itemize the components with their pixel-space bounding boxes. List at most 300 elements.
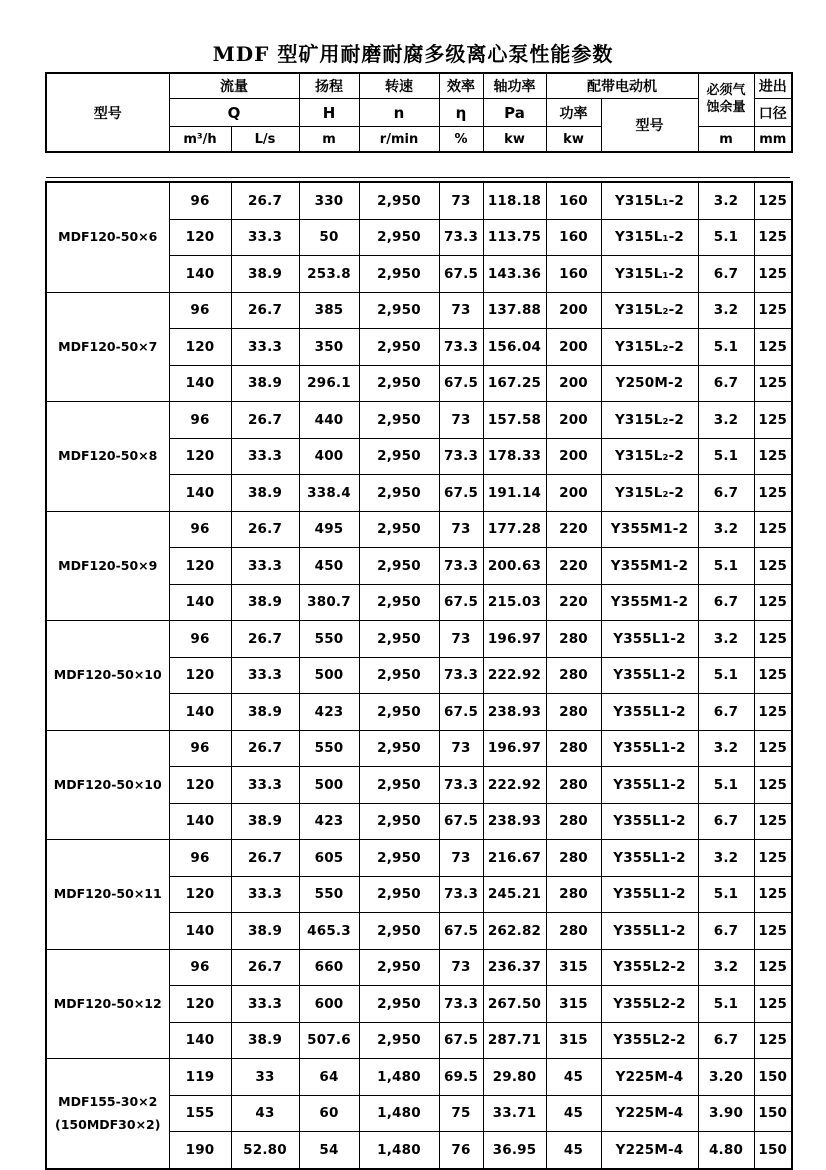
npsh-cell: 6.7 [698,584,754,621]
efficiency-cell: 67.5 [439,584,483,621]
col-header-shaft-power-symbol: Pa [483,99,546,127]
pump-model-name: MDF120-50×10 [53,776,162,792]
shaft-power-cell: 113.75 [483,219,546,256]
head-cell: 380.7 [299,584,359,621]
efficiency-cell: 73.3 [439,876,483,913]
head-cell: 605 [299,840,359,877]
flow-ls-cell: 38.9 [231,1022,299,1059]
head-cell: 550 [299,730,359,767]
motor-power-cell: 45 [546,1059,601,1096]
speed-cell: 2,950 [359,986,439,1023]
flow-ls-cell: 38.9 [231,475,299,512]
port-diameter-cell: 125 [754,511,792,548]
shaft-power-cell: 177.28 [483,511,546,548]
shaft-power-cell: 143.36 [483,256,546,293]
motor-power-cell: 315 [546,986,601,1023]
npsh-cell: 6.7 [698,475,754,512]
pump-model-cell [46,402,169,512]
col-header-port-line2: 口径 [754,99,792,127]
motor-power-cell: 160 [546,219,601,256]
head-cell: 385 [299,292,359,329]
port-diameter-cell: 125 [754,438,792,475]
speed-cell: 1,480 [359,1095,439,1132]
speed-cell: 2,950 [359,475,439,512]
flow-ls-cell: 38.9 [231,365,299,402]
flow-ls-cell: 33.3 [231,657,299,694]
flow-ls-cell: 38.9 [231,913,299,950]
motor-power-cell: 220 [546,548,601,585]
port-diameter-cell: 150 [754,1132,792,1169]
unit-head: m [299,127,359,153]
npsh-cell: 3.2 [698,949,754,986]
motor-model-cell: Y355L1-2 [601,803,698,840]
efficiency-cell: 73 [439,949,483,986]
npsh-cell: 3.90 [698,1095,754,1132]
pump-model-name: MDF120-50×9 [58,557,158,573]
port-diameter-cell: 125 [754,548,792,585]
flow-m3h-cell: 119 [169,1059,231,1096]
motor-power-cell: 200 [546,438,601,475]
unit-port-diameter: mm [754,127,792,153]
speed-cell: 2,950 [359,730,439,767]
npsh-cell: 6.7 [698,913,754,950]
motor-power-cell: 280 [546,913,601,950]
shaft-power-cell: 178.33 [483,438,546,475]
npsh-cell: 5.1 [698,329,754,366]
npsh-cell: 4.80 [698,1132,754,1169]
motor-model-cell: Y355L1-2 [601,913,698,950]
flow-ls-cell: 26.7 [231,511,299,548]
unit-flow-ls: L/s [231,127,299,153]
motor-power-cell: 200 [546,329,601,366]
flow-m3h-cell: 140 [169,365,231,402]
flow-m3h-cell: 120 [169,767,231,804]
flow-ls-cell: 33.3 [231,767,299,804]
flow-ls-cell: 26.7 [231,621,299,658]
flow-m3h-cell: 120 [169,986,231,1023]
shaft-power-cell: 167.25 [483,365,546,402]
npsh-cell: 6.7 [698,694,754,731]
unit-flow-m3h: m³/h [169,127,231,153]
npsh-label-line1: 必须气 [706,83,746,99]
efficiency-cell: 67.5 [439,475,483,512]
npsh-cell: 3.2 [698,402,754,439]
motor-model-cell: Y315L₁-2 [601,256,698,293]
efficiency-cell: 67.5 [439,913,483,950]
motor-model-cell: Y355L1-2 [601,657,698,694]
efficiency-cell: 73.3 [439,219,483,256]
npsh-cell: 5.1 [698,876,754,913]
col-header-efficiency-symbol: η [439,99,483,127]
motor-power-cell: 280 [546,730,601,767]
motor-model-cell: Y355M1-2 [601,584,698,621]
motor-power-cell: 200 [546,402,601,439]
unit-efficiency: % [439,127,483,153]
flow-ls-cell: 33.3 [231,329,299,366]
head-cell: 500 [299,767,359,804]
motor-model-cell: Y355L1-2 [601,730,698,767]
efficiency-cell: 73 [439,621,483,658]
port-diameter-cell: 125 [754,365,792,402]
npsh-label-line2: 蚀余量 [706,100,746,115]
pump-model-name: MDF120-50×8 [58,448,158,464]
npsh-cell: 6.7 [698,803,754,840]
flow-m3h-cell: 140 [169,913,231,950]
flow-ls-cell: 26.7 [231,949,299,986]
head-cell: 253.8 [299,256,359,293]
flow-ls-cell: 38.9 [231,256,299,293]
col-header-motor: 配带电动机 [546,73,698,99]
table-top-rule [46,177,790,178]
table-row [46,730,792,767]
flow-m3h-cell: 120 [169,438,231,475]
flow-m3h-cell: 140 [169,475,231,512]
port-diameter-cell: 125 [754,986,792,1023]
pump-model-name: MDF120-50×12 [53,995,162,1011]
shaft-power-cell: 222.92 [483,657,546,694]
shaft-power-cell: 200.63 [483,548,546,585]
npsh-cell: 6.7 [698,1022,754,1059]
speed-cell: 2,950 [359,219,439,256]
speed-cell: 2,950 [359,1022,439,1059]
motor-power-cell: 220 [546,511,601,548]
head-cell: 296.1 [299,365,359,402]
port-diameter-cell: 125 [754,767,792,804]
flow-ls-cell: 26.7 [231,730,299,767]
pump-model-cell [46,949,169,1059]
col-header-head-symbol: H [299,99,359,127]
npsh-cell: 5.1 [698,219,754,256]
head-cell: 400 [299,438,359,475]
port-diameter-cell: 150 [754,1059,792,1096]
flow-m3h-cell: 140 [169,256,231,293]
head-cell: 64 [299,1059,359,1096]
flow-m3h-cell: 96 [169,511,231,548]
flow-m3h-cell: 96 [169,730,231,767]
efficiency-cell: 73 [439,292,483,329]
motor-power-cell: 220 [546,584,601,621]
speed-cell: 2,950 [359,402,439,439]
speed-cell: 2,950 [359,876,439,913]
col-header-port-line1: 进出 [754,73,792,99]
npsh-cell: 5.1 [698,657,754,694]
motor-power-cell: 160 [546,182,601,219]
flow-m3h-cell: 120 [169,548,231,585]
efficiency-cell: 73.3 [439,548,483,585]
table-row [46,182,792,219]
pump-model-name: MDF120-50×10 [53,667,162,683]
npsh-cell: 3.2 [698,730,754,767]
head-cell: 423 [299,694,359,731]
pump-model-cell [46,182,169,292]
motor-power-cell: 280 [546,767,601,804]
flow-ls-cell: 33.3 [231,986,299,1023]
col-header-speed-symbol: n [359,99,439,127]
motor-power-cell: 280 [546,621,601,658]
port-diameter-cell: 125 [754,949,792,986]
shaft-power-cell: 236.37 [483,949,546,986]
efficiency-cell: 73 [439,402,483,439]
port-diameter-cell: 125 [754,694,792,731]
port-diameter-cell: 125 [754,584,792,621]
efficiency-cell: 73.3 [439,986,483,1023]
col-header-flow-symbol: Q [169,99,299,127]
shaft-power-cell: 33.71 [483,1095,546,1132]
npsh-cell: 3.2 [698,840,754,877]
efficiency-cell: 73 [439,182,483,219]
motor-model-cell: Y225M-4 [601,1132,698,1169]
speed-cell: 2,950 [359,365,439,402]
header-table [45,72,793,153]
head-cell: 450 [299,548,359,585]
port-diameter-cell: 125 [754,182,792,219]
head-cell: 660 [299,949,359,986]
motor-model-cell: Y225M-4 [601,1095,698,1132]
head-cell: 350 [299,329,359,366]
motor-power-cell: 200 [546,475,601,512]
npsh-cell: 5.1 [698,548,754,585]
pump-model-name: MDF120-50×7 [58,338,158,354]
table-row [46,292,792,329]
motor-power-cell: 315 [546,949,601,986]
speed-cell: 2,950 [359,584,439,621]
motor-model-cell: Y315L₂-2 [601,292,698,329]
shaft-power-cell: 196.97 [483,730,546,767]
speed-cell: 2,950 [359,657,439,694]
pump-model-cell [46,1059,169,1169]
pump-table-body [46,182,792,1169]
pump-model-cell [46,730,169,840]
pump-model-name: MDF120-50×11 [53,886,162,902]
efficiency-cell: 73 [439,730,483,767]
port-diameter-cell: 125 [754,292,792,329]
motor-power-cell: 315 [546,1022,601,1059]
motor-power-cell: 280 [546,657,601,694]
flow-ls-cell: 33.3 [231,876,299,913]
flow-m3h-cell: 140 [169,694,231,731]
table-row [46,621,792,658]
flow-ls-cell: 26.7 [231,292,299,329]
efficiency-cell: 73.3 [439,329,483,366]
pump-model-cell [46,511,169,621]
flow-m3h-cell: 96 [169,949,231,986]
flow-ls-cell: 33.3 [231,438,299,475]
unit-motor-power: kw [546,127,601,153]
col-header-efficiency: 效率 [439,73,483,99]
npsh-cell: 6.7 [698,365,754,402]
motor-model-cell: Y315L₂-2 [601,402,698,439]
page-title: MDF 型矿用耐磨耐腐多级离心泵性能参数 [212,42,614,66]
flow-ls-cell: 26.7 [231,182,299,219]
flow-m3h-cell: 120 [169,329,231,366]
shaft-power-cell: 238.93 [483,694,546,731]
port-diameter-cell: 150 [754,1095,792,1132]
efficiency-cell: 67.5 [439,694,483,731]
flow-ls-cell: 38.9 [231,803,299,840]
table-row [46,511,792,548]
pump-model-cell [46,292,169,402]
shaft-power-cell: 215.03 [483,584,546,621]
motor-power-cell: 280 [546,876,601,913]
flow-ls-cell: 52.80 [231,1132,299,1169]
motor-model-cell: Y355L1-2 [601,840,698,877]
pump-model-name: MDF120-50×6 [58,229,158,245]
flow-ls-cell: 33.3 [231,219,299,256]
efficiency-cell: 73.3 [439,438,483,475]
unit-shaft-power: kw [483,127,546,153]
unit-npsh: m [698,127,754,153]
speed-cell: 2,950 [359,329,439,366]
motor-power-cell: 200 [546,292,601,329]
flow-m3h-cell: 155 [169,1095,231,1132]
speed-cell: 2,950 [359,182,439,219]
shaft-power-cell: 216.67 [483,840,546,877]
motor-model-cell: Y355L1-2 [601,876,698,913]
flow-m3h-cell: 96 [169,402,231,439]
flow-m3h-cell: 96 [169,292,231,329]
flow-m3h-cell: 140 [169,1022,231,1059]
port-diameter-cell: 125 [754,219,792,256]
speed-cell: 2,950 [359,256,439,293]
efficiency-cell: 67.5 [439,365,483,402]
shaft-power-cell: 191.14 [483,475,546,512]
head-cell: 60 [299,1095,359,1132]
npsh-cell: 6.7 [698,256,754,293]
flow-ls-cell: 26.7 [231,402,299,439]
head-cell: 550 [299,876,359,913]
motor-model-cell: Y315L₂-2 [601,438,698,475]
flow-ls-cell: 38.9 [231,584,299,621]
npsh-cell: 3.2 [698,182,754,219]
port-diameter-cell: 125 [754,876,792,913]
col-header-shaft-power: 轴功率 [483,73,546,99]
efficiency-cell: 67.5 [439,803,483,840]
port-diameter-cell: 125 [754,730,792,767]
flow-m3h-cell: 120 [169,657,231,694]
flow-m3h-cell: 120 [169,219,231,256]
motor-model-cell: Y355L1-2 [601,621,698,658]
motor-power-cell: 45 [546,1095,601,1132]
pump-model-name: MDF155-30×2 [58,1093,158,1109]
flow-ls-cell: 38.9 [231,694,299,731]
head-cell: 465.3 [299,913,359,950]
speed-cell: 1,480 [359,1059,439,1096]
speed-cell: 2,950 [359,621,439,658]
col-header-pump-model: 型号 [46,73,169,152]
col-header-head: 扬程 [299,73,359,99]
motor-power-cell: 280 [546,840,601,877]
flow-m3h-cell: 190 [169,1132,231,1169]
head-cell: 495 [299,511,359,548]
speed-cell: 2,950 [359,803,439,840]
speed-cell: 2,950 [359,949,439,986]
col-header-speed: 转速 [359,73,439,99]
unit-speed: r/min [359,127,439,153]
speed-cell: 1,480 [359,1132,439,1169]
speed-cell: 2,950 [359,511,439,548]
shaft-power-cell: 29.80 [483,1059,546,1096]
table-row [46,840,792,877]
motor-power-cell: 280 [546,803,601,840]
shaft-power-cell: 36.95 [483,1132,546,1169]
efficiency-cell: 67.5 [439,256,483,293]
port-diameter-cell: 125 [754,329,792,366]
pump-data-table [45,181,793,1170]
efficiency-cell: 67.5 [439,1022,483,1059]
flow-ls-cell: 33.3 [231,548,299,585]
port-diameter-cell: 125 [754,475,792,512]
flow-m3h-cell: 96 [169,182,231,219]
shaft-power-cell: 137.88 [483,292,546,329]
npsh-cell: 3.2 [698,621,754,658]
flow-ls-cell: 26.7 [231,840,299,877]
shaft-power-cell: 196.97 [483,621,546,658]
efficiency-cell: 75 [439,1095,483,1132]
speed-cell: 2,950 [359,913,439,950]
flow-m3h-cell: 120 [169,876,231,913]
port-diameter-cell: 125 [754,803,792,840]
shaft-power-cell: 222.92 [483,767,546,804]
flow-m3h-cell: 140 [169,584,231,621]
port-diameter-cell: 125 [754,621,792,658]
table-row [46,402,792,439]
table-row [46,1059,792,1096]
shaft-power-cell: 262.82 [483,913,546,950]
shaft-power-cell: 157.58 [483,402,546,439]
efficiency-cell: 73 [439,511,483,548]
motor-power-cell: 160 [546,256,601,293]
efficiency-cell: 76 [439,1132,483,1169]
speed-cell: 2,950 [359,292,439,329]
motor-model-cell: Y315L₂-2 [601,475,698,512]
col-header-motor-power: 功率 [546,99,601,127]
table-row [46,949,792,986]
port-diameter-cell: 125 [754,657,792,694]
motor-model-cell: Y315L₂-2 [601,329,698,366]
motor-power-cell: 280 [546,694,601,731]
shaft-power-cell: 156.04 [483,329,546,366]
head-cell: 338.4 [299,475,359,512]
flow-m3h-cell: 96 [169,840,231,877]
motor-model-cell: Y315L₁-2 [601,182,698,219]
motor-model-cell: Y250M-2 [601,365,698,402]
efficiency-cell: 73.3 [439,657,483,694]
flow-ls-cell: 33 [231,1059,299,1096]
shaft-power-cell: 267.50 [483,986,546,1023]
motor-model-cell: Y315L₁-2 [601,219,698,256]
speed-cell: 2,950 [359,548,439,585]
head-cell: 423 [299,803,359,840]
motor-model-cell: Y355M1-2 [601,548,698,585]
motor-model-cell: Y225M-4 [601,1059,698,1096]
motor-model-cell: Y355L2-2 [601,986,698,1023]
pump-model-alt-name: (150MDF30×2) [55,1117,161,1133]
motor-model-cell: Y355L2-2 [601,949,698,986]
motor-model-cell: Y355L1-2 [601,694,698,731]
head-cell: 440 [299,402,359,439]
shaft-power-cell: 245.21 [483,876,546,913]
motor-model-cell: Y355L1-2 [601,767,698,804]
head-cell: 507.6 [299,1022,359,1059]
shaft-power-cell: 238.93 [483,803,546,840]
shaft-power-cell: 118.18 [483,182,546,219]
motor-model-cell: Y355L2-2 [601,1022,698,1059]
head-cell: 550 [299,621,359,658]
head-cell: 330 [299,182,359,219]
port-diameter-cell: 125 [754,256,792,293]
port-diameter-cell: 125 [754,913,792,950]
efficiency-cell: 69.5 [439,1059,483,1096]
